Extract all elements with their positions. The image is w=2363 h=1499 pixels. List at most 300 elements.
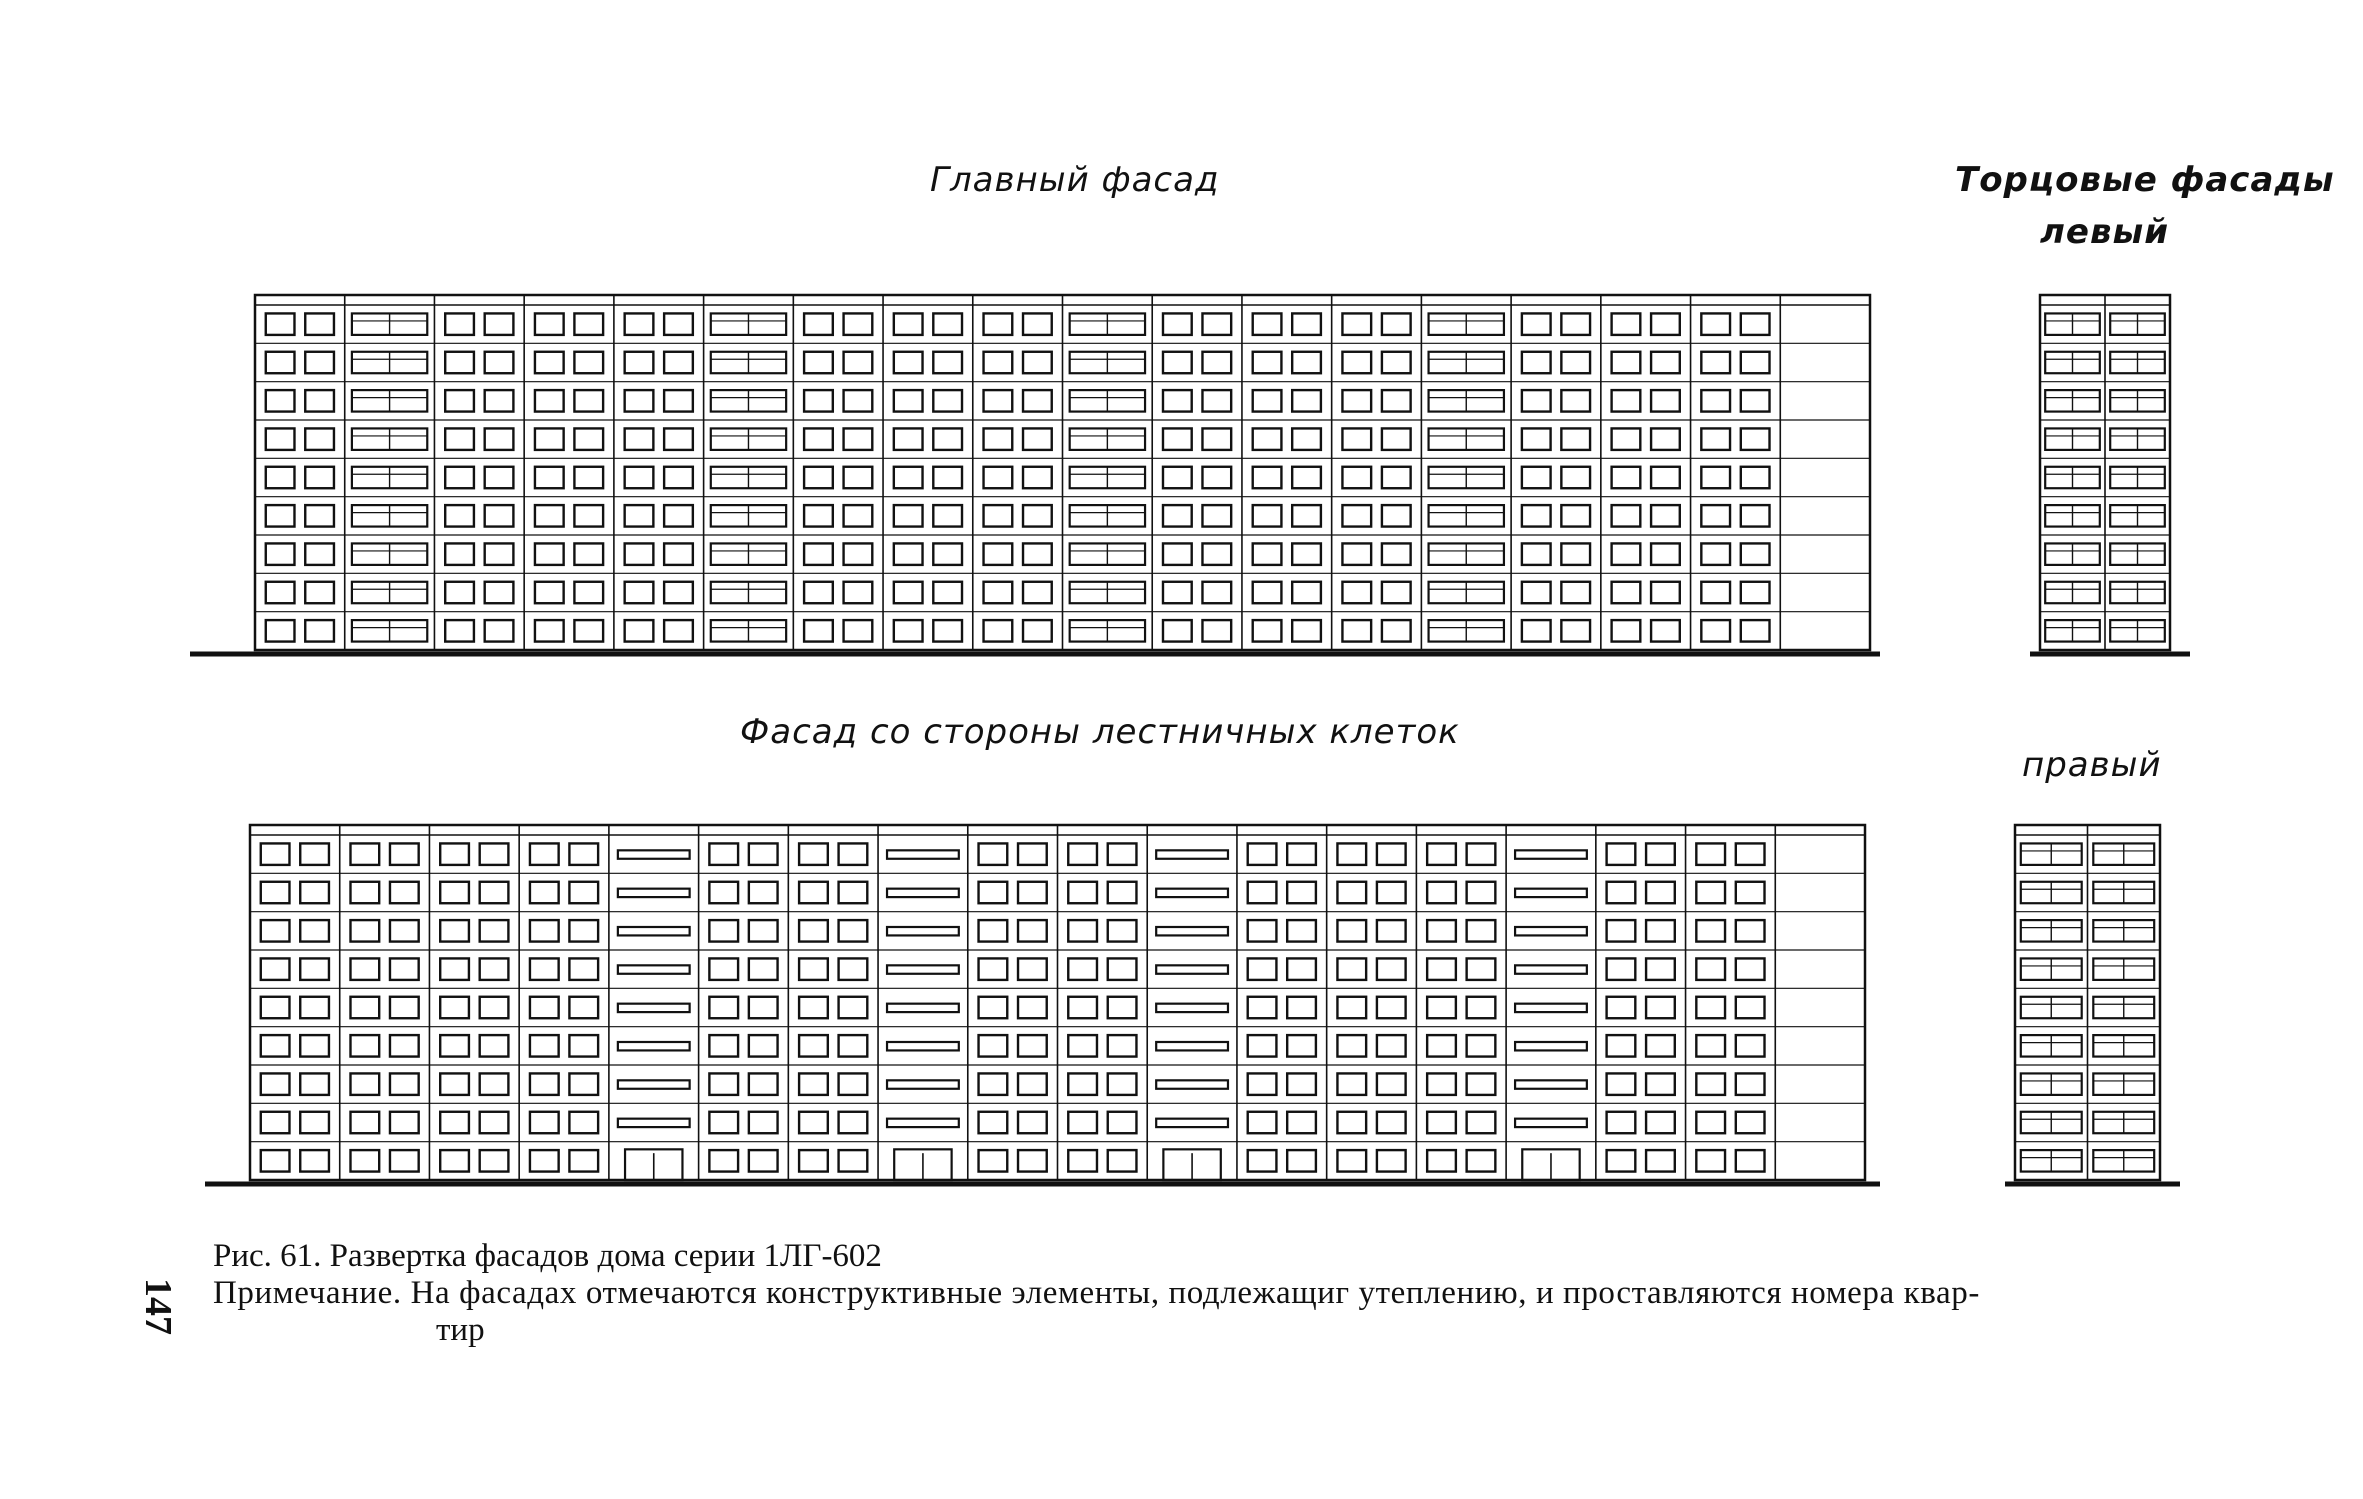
window (984, 543, 1013, 564)
window (1612, 467, 1641, 488)
window (1287, 997, 1316, 1018)
window (1108, 1150, 1137, 1171)
window (1068, 1150, 1097, 1171)
window (839, 843, 868, 864)
stair-window (1515, 889, 1587, 897)
window (1023, 313, 1052, 334)
window (1253, 505, 1282, 526)
window (1696, 1150, 1725, 1171)
window (1427, 1073, 1456, 1094)
window (530, 882, 559, 903)
window (1467, 843, 1496, 864)
window (305, 505, 334, 526)
stair-facade-label: Фасад со стороны лестничных клеток (740, 712, 1460, 752)
window (1163, 543, 1192, 564)
window (300, 1073, 329, 1094)
stair-window (618, 850, 690, 858)
window (569, 958, 598, 979)
window (485, 543, 514, 564)
window (574, 505, 603, 526)
window (1068, 958, 1097, 979)
window (664, 313, 693, 334)
window (979, 843, 1008, 864)
stair-window (887, 1004, 959, 1012)
window (804, 582, 833, 603)
window (1427, 920, 1456, 941)
stair-window (887, 1042, 959, 1050)
window (1287, 958, 1316, 979)
window (894, 428, 923, 449)
window (485, 582, 514, 603)
window (844, 582, 873, 603)
stair-facade (205, 825, 1880, 1184)
window (305, 390, 334, 411)
window (445, 352, 474, 373)
window (1741, 467, 1770, 488)
stair-window (618, 927, 690, 935)
window (1646, 997, 1675, 1018)
window (1023, 620, 1052, 641)
window (1651, 313, 1680, 334)
window (1646, 1073, 1675, 1094)
window (1651, 582, 1680, 603)
window (1651, 505, 1680, 526)
window (804, 390, 833, 411)
window (1646, 882, 1675, 903)
window (1607, 958, 1636, 979)
window (569, 843, 598, 864)
window (1646, 843, 1675, 864)
window (664, 543, 693, 564)
window (1736, 1112, 1765, 1133)
window (979, 1112, 1008, 1133)
window (1467, 958, 1496, 979)
window (390, 1035, 419, 1056)
window (440, 1035, 469, 1056)
window (933, 352, 962, 373)
window (1612, 582, 1641, 603)
figure-note-continuation: тир (436, 1312, 485, 1348)
window (445, 543, 474, 564)
window (530, 843, 559, 864)
window (574, 620, 603, 641)
window (1382, 390, 1411, 411)
figure-caption: Рис. 61. Развертка фасадов дома серии 1ЛГ-602 (213, 1238, 882, 1274)
window (485, 390, 514, 411)
window (1253, 620, 1282, 641)
window (844, 428, 873, 449)
window (709, 843, 738, 864)
window (305, 582, 334, 603)
window (300, 1112, 329, 1133)
window (799, 997, 828, 1018)
window (1561, 352, 1590, 373)
window (1342, 582, 1371, 603)
window (1108, 958, 1137, 979)
window (1253, 390, 1282, 411)
window (266, 352, 295, 373)
window (1018, 920, 1047, 941)
window (530, 958, 559, 979)
window (574, 467, 603, 488)
window (1561, 428, 1590, 449)
window (1377, 958, 1406, 979)
window (1736, 958, 1765, 979)
window (440, 882, 469, 903)
window (1163, 505, 1192, 526)
window (569, 1112, 598, 1133)
window (1287, 920, 1316, 941)
window (1337, 1150, 1366, 1171)
window (1068, 920, 1097, 941)
window (844, 505, 873, 526)
window (1292, 543, 1321, 564)
window (305, 428, 334, 449)
window (1612, 313, 1641, 334)
window (749, 1035, 778, 1056)
window (933, 505, 962, 526)
window (485, 428, 514, 449)
window (266, 582, 295, 603)
window (1696, 958, 1725, 979)
window (625, 620, 654, 641)
window (1377, 1150, 1406, 1171)
window (1382, 543, 1411, 564)
stair-window (618, 1119, 690, 1127)
right-end-facade-label: правый (2022, 745, 2162, 785)
window (1427, 843, 1456, 864)
left-end-facade-label: левый (2040, 212, 2170, 252)
window (266, 467, 295, 488)
window (305, 467, 334, 488)
window (300, 882, 329, 903)
window (266, 313, 295, 334)
window (1736, 1035, 1765, 1056)
window (1377, 920, 1406, 941)
window (804, 428, 833, 449)
window (1701, 313, 1730, 334)
window (1701, 428, 1730, 449)
window (1377, 843, 1406, 864)
window (1467, 882, 1496, 903)
window (350, 882, 379, 903)
window (261, 1035, 290, 1056)
stair-window (887, 1080, 959, 1088)
stair-window (618, 965, 690, 973)
window (749, 920, 778, 941)
window (350, 958, 379, 979)
window (1696, 920, 1725, 941)
window (1522, 582, 1551, 603)
window (1023, 505, 1052, 526)
window (1108, 1112, 1137, 1133)
window (1342, 428, 1371, 449)
window (1741, 313, 1770, 334)
window (569, 1035, 598, 1056)
window (1253, 428, 1282, 449)
window (1337, 1112, 1366, 1133)
window (1561, 620, 1590, 641)
window (1522, 390, 1551, 411)
window (1382, 467, 1411, 488)
window (1651, 428, 1680, 449)
main-facade (190, 295, 1880, 654)
window (1467, 997, 1496, 1018)
window (261, 997, 290, 1018)
stair-window (1515, 965, 1587, 973)
window (1292, 352, 1321, 373)
stair-window (1515, 1080, 1587, 1088)
window (1337, 843, 1366, 864)
window (1018, 882, 1047, 903)
window (1342, 620, 1371, 641)
window (799, 1112, 828, 1133)
stair-window (618, 889, 690, 897)
window (979, 958, 1008, 979)
window (1023, 352, 1052, 373)
window (1248, 843, 1277, 864)
window (440, 920, 469, 941)
window (574, 313, 603, 334)
window (1287, 1073, 1316, 1094)
window (1612, 543, 1641, 564)
window (933, 467, 962, 488)
window (1202, 428, 1231, 449)
stair-window (618, 1080, 690, 1088)
window (1337, 882, 1366, 903)
window (390, 1112, 419, 1133)
window (804, 505, 833, 526)
window (749, 997, 778, 1018)
window (1287, 1112, 1316, 1133)
window (625, 313, 654, 334)
window (266, 505, 295, 526)
window (1377, 1035, 1406, 1056)
window (1522, 313, 1551, 334)
window (1607, 920, 1636, 941)
window (625, 352, 654, 373)
window (979, 1035, 1008, 1056)
window (979, 1073, 1008, 1094)
window (1467, 1073, 1496, 1094)
window (1467, 1112, 1496, 1133)
window (1612, 352, 1641, 373)
window (1337, 997, 1366, 1018)
window (390, 920, 419, 941)
window (1253, 313, 1282, 334)
window (1292, 428, 1321, 449)
window (1342, 543, 1371, 564)
window (1607, 997, 1636, 1018)
window (261, 958, 290, 979)
window (1163, 620, 1192, 641)
window (1651, 390, 1680, 411)
stair-window (1156, 965, 1228, 973)
window (574, 543, 603, 564)
window (1068, 1073, 1097, 1094)
window (535, 467, 564, 488)
left-end-facade (2030, 295, 2190, 654)
window (839, 882, 868, 903)
window (480, 1073, 509, 1094)
window (1382, 582, 1411, 603)
window (933, 428, 962, 449)
window (480, 882, 509, 903)
window (1701, 352, 1730, 373)
window (1696, 843, 1725, 864)
window (1561, 543, 1590, 564)
window (1427, 958, 1456, 979)
window (390, 997, 419, 1018)
stair-window (1156, 889, 1228, 897)
window (1382, 313, 1411, 334)
window (261, 920, 290, 941)
window (1607, 882, 1636, 903)
window (1248, 1112, 1277, 1133)
window (305, 352, 334, 373)
window (480, 997, 509, 1018)
window (266, 428, 295, 449)
window (266, 390, 295, 411)
window (1741, 390, 1770, 411)
stair-window (618, 1042, 690, 1050)
window (485, 467, 514, 488)
window (350, 843, 379, 864)
window (625, 428, 654, 449)
window (535, 620, 564, 641)
window (664, 390, 693, 411)
window (266, 543, 295, 564)
window (894, 505, 923, 526)
stair-window (1515, 850, 1587, 858)
window (1427, 1112, 1456, 1133)
window (445, 390, 474, 411)
window (1701, 390, 1730, 411)
window (574, 428, 603, 449)
window (1607, 843, 1636, 864)
window (530, 997, 559, 1018)
window (300, 1035, 329, 1056)
window (664, 505, 693, 526)
window (1342, 505, 1371, 526)
window (844, 352, 873, 373)
window (1018, 958, 1047, 979)
window (1202, 467, 1231, 488)
window (1701, 543, 1730, 564)
window (569, 1150, 598, 1171)
window (1068, 1035, 1097, 1056)
window (1741, 620, 1770, 641)
window (1612, 620, 1641, 641)
window (261, 1150, 290, 1171)
window (480, 1150, 509, 1171)
window (350, 1073, 379, 1094)
window (1701, 620, 1730, 641)
window (1337, 1073, 1366, 1094)
window (350, 997, 379, 1018)
window (979, 920, 1008, 941)
window (261, 1112, 290, 1133)
window (1018, 1112, 1047, 1133)
window (749, 1073, 778, 1094)
stair-window (1156, 1042, 1228, 1050)
window (984, 582, 1013, 603)
window (350, 1112, 379, 1133)
window (799, 843, 828, 864)
window (1382, 620, 1411, 641)
window (933, 620, 962, 641)
window (709, 1035, 738, 1056)
window (1018, 1073, 1047, 1094)
window (1163, 313, 1192, 334)
window (350, 1150, 379, 1171)
window (1202, 352, 1231, 373)
window (1292, 390, 1321, 411)
window (574, 582, 603, 603)
window (709, 1073, 738, 1094)
window (844, 620, 873, 641)
window (1108, 920, 1137, 941)
window (1342, 390, 1371, 411)
window (1068, 882, 1097, 903)
window (664, 620, 693, 641)
window (480, 958, 509, 979)
window (1646, 920, 1675, 941)
window (1561, 390, 1590, 411)
window (1377, 997, 1406, 1018)
window (984, 390, 1013, 411)
window (1736, 1073, 1765, 1094)
window (530, 1150, 559, 1171)
window (1646, 1035, 1675, 1056)
right-end-facade (2005, 825, 2180, 1184)
window (1253, 543, 1282, 564)
window (305, 543, 334, 564)
window (844, 467, 873, 488)
window (1382, 505, 1411, 526)
window (839, 958, 868, 979)
window (894, 467, 923, 488)
window (485, 352, 514, 373)
window (894, 620, 923, 641)
window (1287, 1035, 1316, 1056)
stair-window (1156, 927, 1228, 935)
window (625, 505, 654, 526)
window (1612, 390, 1641, 411)
window (440, 958, 469, 979)
stair-window (1515, 1042, 1587, 1050)
window (749, 843, 778, 864)
stair-window (887, 889, 959, 897)
window (709, 958, 738, 979)
main-facade-label: Главный фасад (930, 160, 1220, 200)
stair-window (1515, 1004, 1587, 1012)
window (839, 1112, 868, 1133)
window (1561, 582, 1590, 603)
end-facades-label: Торцовые фасады (1955, 160, 2335, 200)
window (1342, 352, 1371, 373)
window (1467, 920, 1496, 941)
window (1248, 958, 1277, 979)
window (799, 1150, 828, 1171)
window (625, 390, 654, 411)
window (1522, 505, 1551, 526)
window (1651, 352, 1680, 373)
window (1646, 1112, 1675, 1133)
window (1696, 997, 1725, 1018)
window (1068, 997, 1097, 1018)
window (261, 882, 290, 903)
